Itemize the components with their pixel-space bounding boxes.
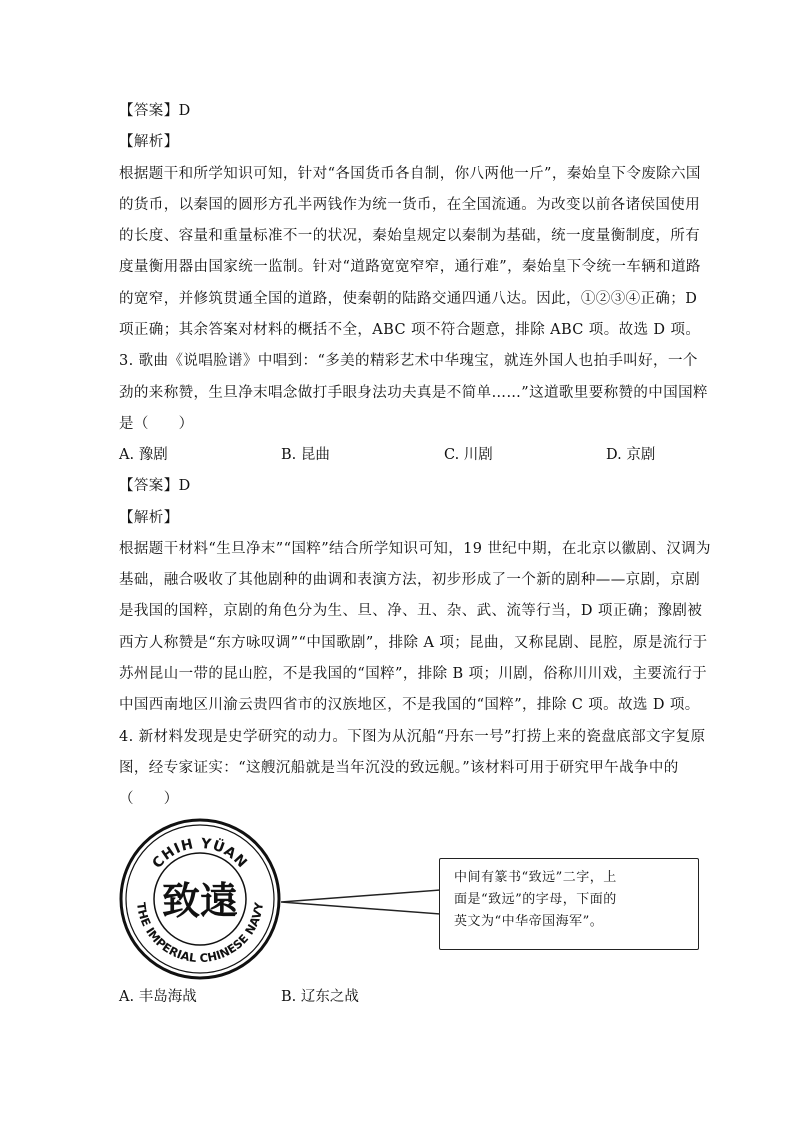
q2-analysis-line: 度量衡用器由国家统一监制。针对“道路宽宽窄窄，通行难”，秦始皇下令统一车辆和道路 [119, 259, 701, 275]
q3-analysis-line: 西方人称赞是“东方咏叹调”“中国歌剧”，排除 A 项；昆曲，又称昆剧、昆腔，原是流行于 [119, 635, 708, 651]
q3-stem-line: 3. 歌曲《说唱脸谱》中唱到：“多美的精彩艺术中华瑰宝，就连外国人也拍手叫好，一个 [119, 353, 698, 369]
q2-analysis-line: 项正确；其余答案对材料的概括不全，ABC 项不符合题意，排除 ABC 项。故选 D 项。 [119, 322, 701, 338]
q4-stem-line: （ ） [119, 791, 179, 807]
q3-analysis-line: 苏州昆山一带的昆山腔，不是我国的“国粹”，排除 B 项；川剧，俗称川川戏，主要流行于 [119, 666, 707, 682]
callout-pointer [281, 888, 443, 918]
seal-center-chars: 致遠 [161, 878, 239, 923]
seal-top-text: CHIH YÜAN [149, 835, 251, 872]
q3-option-a: A. 豫剧 [119, 447, 168, 463]
q2-answer: 【答案】D [119, 103, 191, 119]
q4-figure [119, 818, 679, 983]
q3-analysis-line: 基础，融合吸收了其他剧种的曲调和表演方法，初步形成了一个新的剧种——京剧，京剧 [119, 572, 701, 588]
q2-analysis-line: 的宽窄，并修筑贯通全国的道路，使秦朝的陆路交通四通八达。因此，①②③④正确；D [119, 291, 698, 307]
seal-bottom-text: THE IMPERIAL CHINESE NAVY [134, 901, 266, 966]
q2-analysis-line: 的长度、容量和重量标准不一的状况，秦始皇规定以秦制为基础，统一度量衡制度，所有 [119, 228, 701, 244]
q3-stem-line: 劲的来称赞，生旦净末唱念做打手眼身法功夫真是不简单……”这道歌里要称赞的中国国粹 [119, 385, 708, 401]
q3-analysis-line: 根据题干材料“生旦净末”“国粹”结合所学知识可知，19 世纪中期，在北京以徽剧、汉调为 [119, 541, 711, 557]
q3-analysis-line: 中国西南地区川渝云贵四省市的汉族地区，不是我国的“国粹”，排除 C 项。故选 D 项。 [119, 697, 700, 713]
q4-stem-line: 图，经专家证实：“这艘沉船就是当年沉没的致远舰。”该材料可用于研究甲午战争中的 [119, 760, 679, 776]
q4-stem-line: 4. 新材料发现是史学研究的动力。下图为从沉船“丹东一号”打捞上来的瓷盘底部文字复原 [119, 729, 706, 745]
q2-analysis-label: 【解析】 [119, 134, 179, 150]
q3-option-c: C. 川剧 [444, 447, 493, 463]
q3-option-d: D. 京剧 [606, 447, 656, 463]
q2-analysis-line: 根据题干和所学知识可知，针对“各国货币各自制，你八两他一斤”，秦始皇下令废除六国 [119, 166, 701, 182]
q3-stem-line: 是（ ） [119, 416, 194, 432]
q3-answer: 【答案】D [119, 478, 191, 494]
q2-analysis-line: 的货币，以秦国的圆形方孔半两钱作为统一货币，在全国流通。为改变以前各诸侯国使用 [119, 197, 701, 213]
q4-option-a: A. 丰岛海战 [119, 989, 197, 1005]
q3-analysis-label: 【解析】 [119, 510, 179, 526]
q4-option-b: B. 辽东之战 [281, 989, 359, 1005]
q3-option-b: B. 昆曲 [281, 447, 330, 463]
callout-text: 中间有篆书“致远”二字，上 面是“致远”的字母，下面的 英文为“中华帝国海军”。 [454, 870, 617, 929]
q3-analysis-line: 是我国的国粹，京剧的角色分为生、旦、净、丑、杂、武、流等行当，D 项正确；豫剧被 [119, 603, 703, 619]
callout-box [439, 858, 699, 950]
porcelain-seal-image [119, 818, 281, 980]
